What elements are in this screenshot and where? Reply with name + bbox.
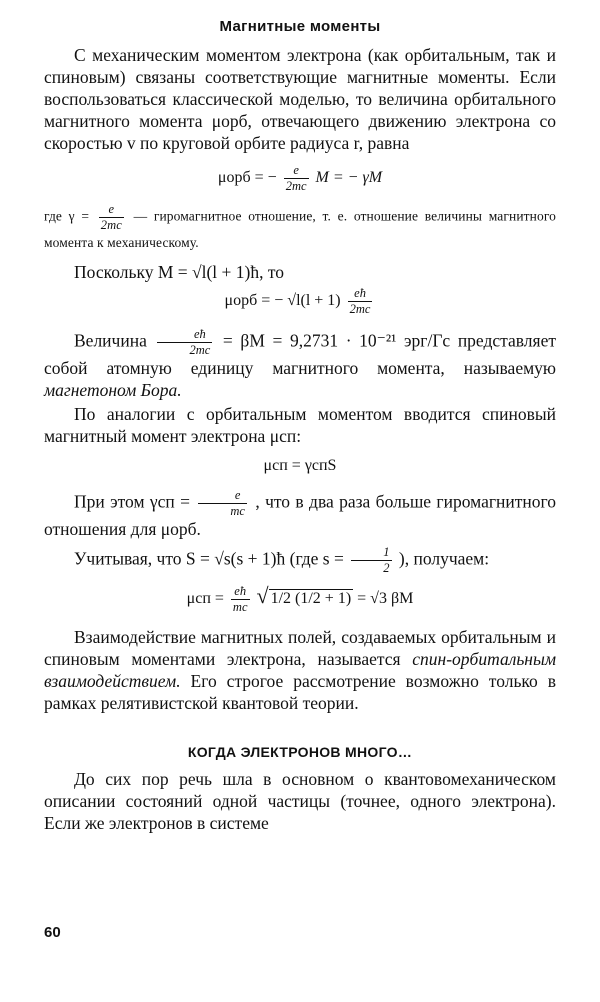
formula-lhs: μорб = − — [217, 169, 277, 187]
sqrt-expression: 1/2 (1/2 + 1) — [270, 590, 352, 607]
paragraph-uchityvaya: Учитывая, что S = √s(s + 1)ħ (где s = $\frac{1}{2}$ ), получаем: — [74, 545, 490, 575]
paragraph-interaction: Взаимодействие магнитных полей, создаваемых орбитальным и спиновым моментами электрона, называется спин-орбитальным взаимодействием. Его строгое рассмотрение возможно только в рамках релятивистской квантовой теории. — [44, 626, 557, 713]
term-bohr-magneton: магнетоном Бора. — [44, 380, 182, 400]
fraction-gamma: $\frac{e}{2mc}$ — [100, 202, 122, 232]
fraction-eh-over-mc: $\frac{eħ}{mc}$ — [232, 583, 248, 614]
fraction-e-over-2mc: $\frac{e}{2mc}$ — [285, 163, 307, 193]
term-spin-orbital: спин-орбитальным взаимодействием. — [44, 648, 557, 691]
formula-spin-result: μсп = $\frac{eħ}{mc}$ √ 1/2 (1/2 + 1) = √3 βM — [186, 583, 414, 614]
page-number: 60 — [44, 924, 61, 941]
fraction-one-half: $\frac{1}{2}$ — [351, 546, 391, 575]
formula-spin-moment: μсп = γспS — [263, 457, 337, 474]
paragraph-poskolku: Поскольку M = √l(l + 1)ħ, то — [74, 262, 285, 282]
fraction-e-over-mc: $\frac{e}{mc}$ — [198, 489, 247, 518]
paragraph-intro: С механическим моментом электрона (как орбитальным, так и спиновым) связаны соответствующие магнитные моменты. Если воспользоваться классической моделью, то величина орбитального магнитного момента μорб, отвечающего движению электрона со скоростью v по круговой орбите радиуса r, равна — [44, 45, 556, 153]
fraction-eh-over-2mc: $\frac{eħ}{2mc}$ — [349, 286, 371, 316]
page-body — [44, 16, 556, 834]
fraction-bohr: $\frac{eħ}{2mc}$ — [157, 328, 212, 357]
paragraph-gamma-note: где γ = $\frac{e}{2mc}$ — гиромагнитное отношение, т. е. отношение величины магнитного момента к механическому. — [44, 202, 556, 250]
paragraph-gyromagnetic: При этом γсп = $\frac{e}{mc}$ , что в два раза больше гиромагнитного отношения для μорб. — [44, 488, 557, 539]
formula-rhs: M = − γM — [315, 169, 383, 187]
paragraph-bohr-magneton: Величина $\frac{eħ}{2mc}$ = βM = 9,2731 · 10⁻²¹ эрг/Гс представляет собой атомную единицу магнитного момента, называемую магнетоном Бора. — [44, 327, 557, 400]
section-title-magnetic-moments: Магнитные моменты — [219, 18, 381, 35]
section-title-many-electrons: КОГДА ЭЛЕКТРОНОВ МНОГО… — [187, 743, 413, 760]
paragraph-spin: По аналогии с орбитальным моментом вводится спиновый магнитный момент электрона μсп: — [44, 404, 556, 446]
formula-orbital-quantum: μорб = − √l(l + 1) $\frac{eħ}{2mc}$ — [224, 286, 371, 316]
paragraph-many-electrons: До сих пор речь шла в основном о квантовомеханическом описании состояний одной частицы (точнее, одного электрона). Если же электронов в системе — [44, 768, 556, 833]
formula-orbital-moment — [44, 164, 556, 193]
